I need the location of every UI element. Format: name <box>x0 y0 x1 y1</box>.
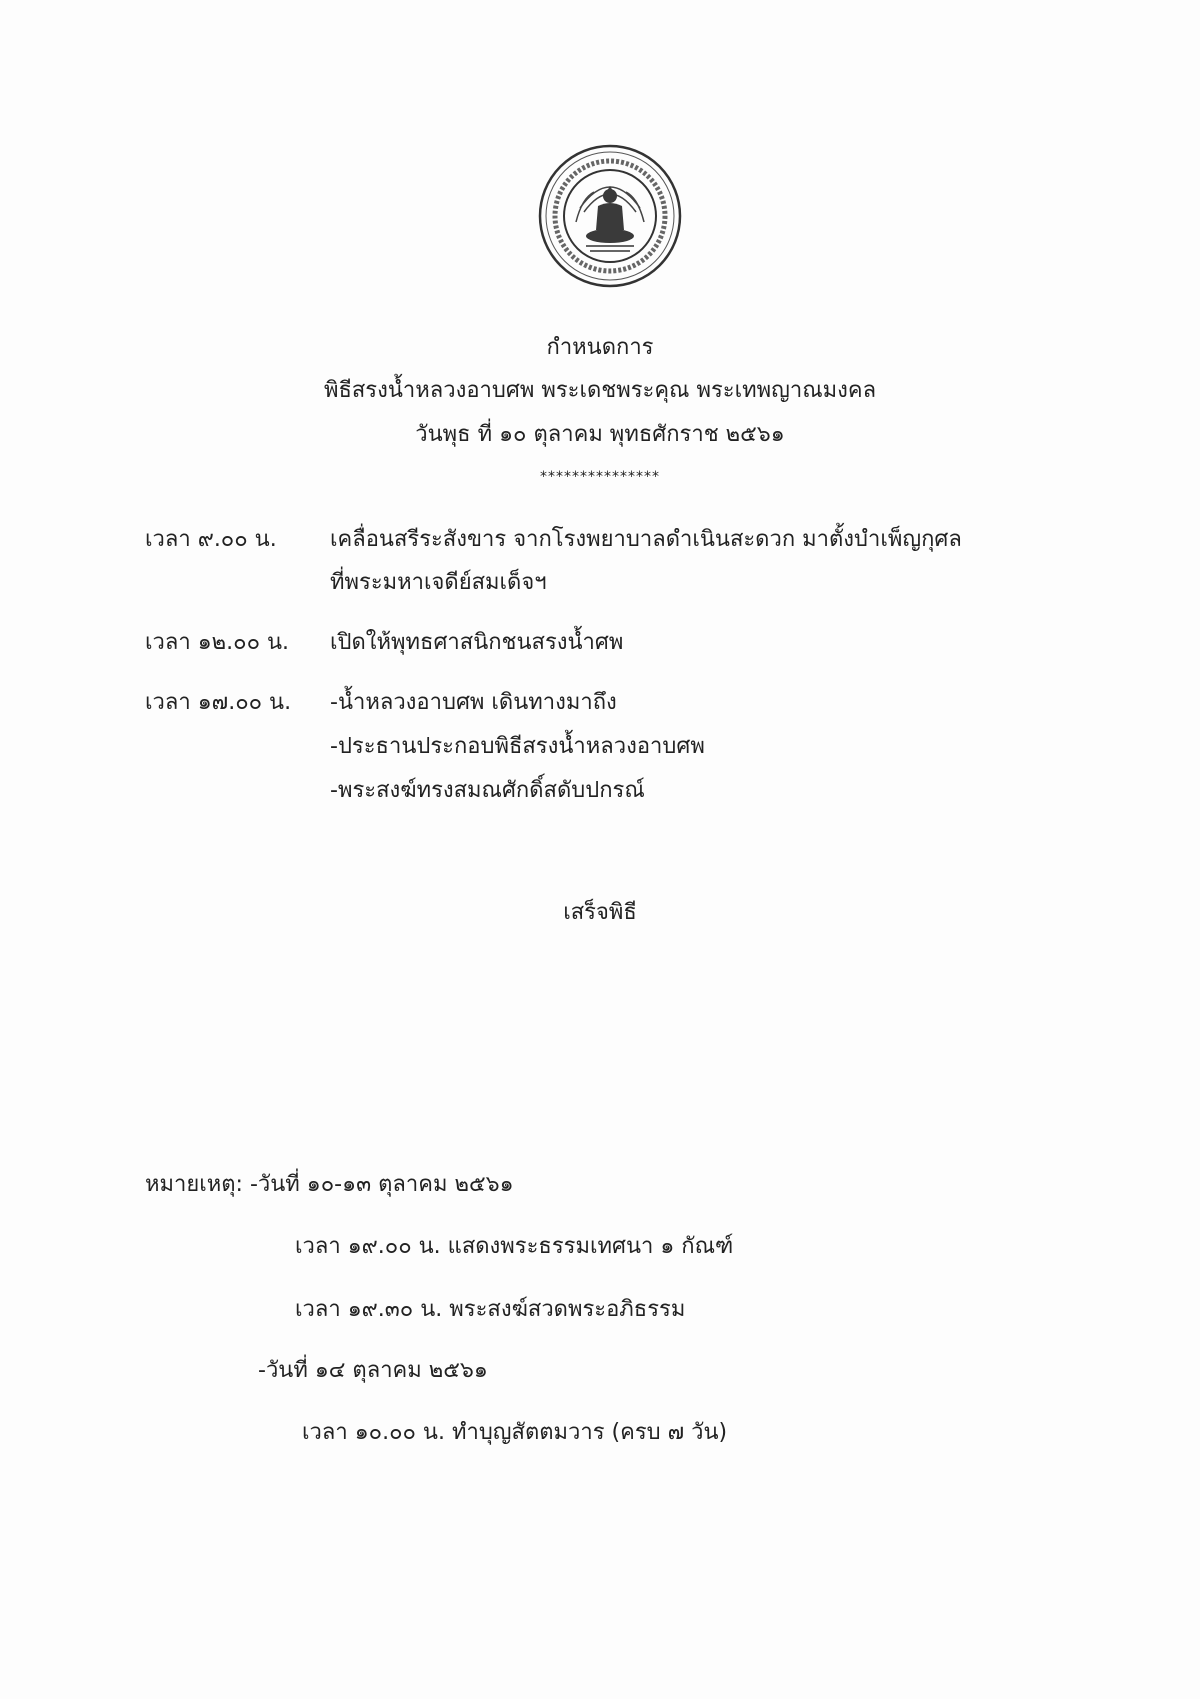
schedule-time: เวลา ๙.๐๐ น. <box>145 527 277 552</box>
schedule-description: -พระสงฆ์ทรงสมณศักดิ์สดับปกรณ์ <box>330 778 645 803</box>
separator: *************** <box>540 469 660 485</box>
schedule-description: -ประธานประกอบพิธีสรงน้ำหลวงอาบศพ <box>330 734 705 759</box>
schedule-time: เวลา ๑๒.๐๐ น. <box>145 630 290 655</box>
temple-seal-icon <box>536 142 684 290</box>
ceremony-date: วันพุธ ที่ ๑๐ ตุลาคม พุทธศักราช ๒๕๖๑ <box>415 422 785 447</box>
schedule-description: -น้ำหลวงอาบศพ เดินทางมาถึง <box>330 690 617 715</box>
document-title: กำหนดการ <box>546 335 654 360</box>
note-line: เวลา ๑๙.๐๐ น. แสดงพระธรรมเทศนา ๑ กัณฑ์ <box>295 1234 734 1259</box>
schedule-description: เคลื่อนสรีระสังขาร จากโรงพยาบาลดำเนินสะดวก มาตั้งบำเพ็ญกุศล <box>330 527 962 552</box>
note-line: เวลา ๑๙.๓๐ น. พระสงฆ์สวดพระอภิธรรม <box>295 1297 686 1322</box>
note-line: -วันที่ ๑๔ ตุลาคม ๒๕๖๑ <box>258 1358 488 1383</box>
note-line: เวลา ๑๐.๐๐ น. ทำบุญสัตตมวาร (ครบ ๗ วัน) <box>302 1420 728 1445</box>
schedule-description: ที่พระมหาเจดีย์สมเด็จฯ <box>330 570 547 595</box>
schedule-time: เวลา ๑๗.๐๐ น. <box>145 690 292 715</box>
schedule-description: เปิดให้พุทธศาสนิกชนสรงน้ำศพ <box>330 630 624 655</box>
ceremony-title: พิธีสรงน้ำหลวงอาบศพ พระเดชพระคุณ พระเทพญาณมงคล <box>323 378 877 403</box>
closing-text: เสร็จพิธี <box>563 900 637 925</box>
notes-heading: หมายเหตุ: -วันที่ ๑๐-๑๓ ตุลาคม ๒๕๖๑ <box>145 1172 514 1197</box>
